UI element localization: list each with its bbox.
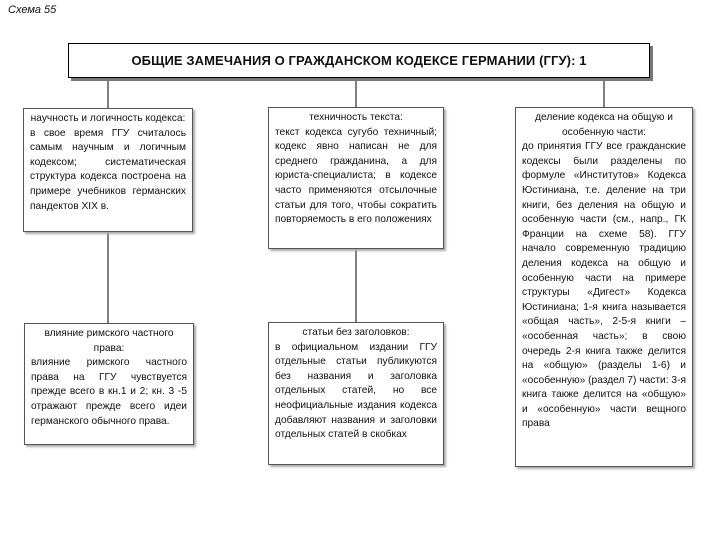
box-heading: научность и логичность кодекса:: [30, 113, 186, 124]
figure-caption: Схема 55: [8, 4, 57, 16]
box-heading: техничность текста:: [309, 112, 403, 123]
box-text: текст кодекса сугубо техничный; кодекс явно написан не для среднего гражданина, а для юриста-специалиста; в кодексе часто применяются отсылочные статьи для того, чтобы сократить повторяемость в его положениях: [275, 126, 437, 226]
box-text: до принятия ГГУ все гражданские кодексы были разделены по формуле «Институтов» Кодекса Юстиниана, т.е. деление на три книги, без деления на общую и особенную части (см., напр., ГК Франции на схеме 58). ГГУ начало современную традицию деления кодекса на общую и особенную части на примере структуры «Дигест» Кодекса Юстиниана; 1-я книга называется «общая часть», 2-5-я книги – «особенная часть»; в свою очередь 2-я книга также делится на «общую» (разделы 1-6) и «особенную» (раздел 7) части: 3-я книга также делится на «общую» и «особенную» части вещного права: [522, 141, 686, 430]
box-heading: статьи без заголовков:: [302, 327, 410, 338]
box-articles-without-headings: [268, 322, 444, 465]
box-text: в свое время ГГУ считалось самым научным и логичным кодексом; систематическая структура кодекса построена на примере учебников германских пандектов XIX в.: [30, 127, 186, 212]
box-heading: деление кодекса на общую и особенную части:: [535, 112, 673, 138]
box-text: в официальном издании ГГУ отдельные статьи публикуются без названия и заголовка отдельных статей, но все неофициальные издания кодекса добавляют названия и заголовки отдельных статей в скобках: [275, 341, 437, 441]
diagram-title: ОБЩИЕ ЗАМЕЧАНИЯ О ГРАЖДАНСКОМ КОДЕКСЕ ГЕРМАНИИ (ГГУ): 1: [68, 43, 650, 78]
box-heading: влияние римского частного права:: [44, 328, 174, 354]
box-scientific-logical: [23, 108, 193, 232]
box-text: влияние римского частного права на ГГУ чувствуется прежде всего в кн.1 и 2; кн. 3 -5 отражают прежде всего идеи германского обычного права.: [31, 357, 187, 427]
box-general-special-parts: [515, 107, 693, 467]
box-technical-text: [268, 107, 444, 249]
box-roman-law-influence: [24, 323, 194, 445]
